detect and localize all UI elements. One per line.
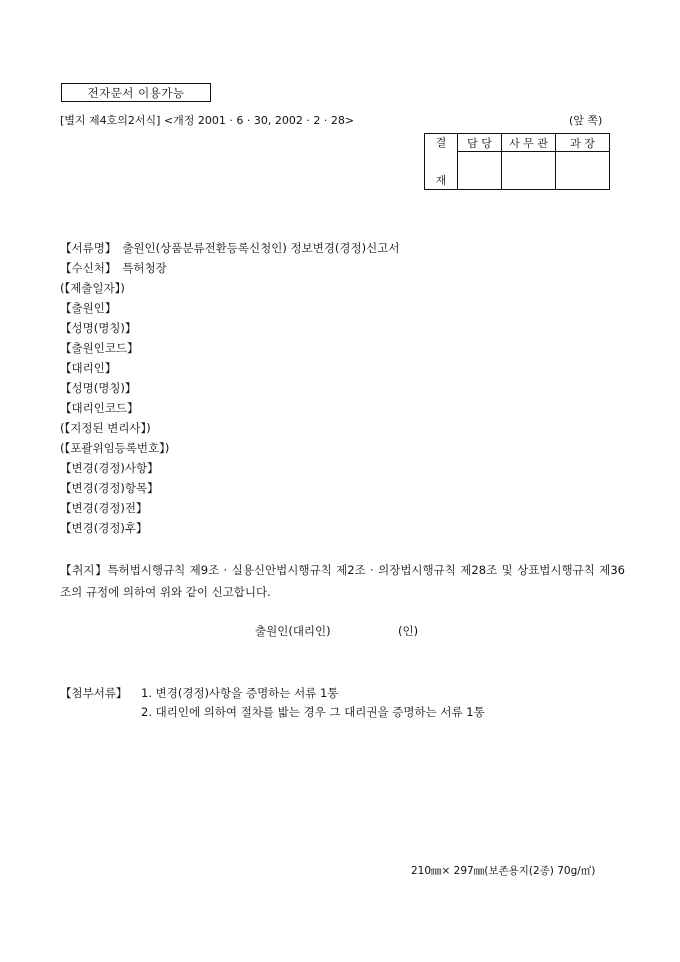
e-document-available-box (61, 83, 211, 102)
approval-side-top: 결 (435, 136, 447, 149)
document-name-value: 출원인(상품분류전환등록신청인) 정보변경(경정)신고서 (122, 241, 400, 255)
approval-side-bottom: 재 (435, 174, 447, 187)
approval-sign-chief[interactable] (556, 152, 610, 190)
change-item-field: 【변경(경정)사항】 (60, 461, 159, 475)
agent-name-field: 【성명(명칭)】 (60, 381, 137, 395)
approval-header-officer: 사 무 관 (502, 134, 556, 152)
applicant-field: 【출원인】 (60, 301, 117, 315)
applicant-agent-signature-label: 출원인(대리인) (255, 624, 331, 638)
applicant-code-field: 【출원인코드】 (60, 341, 139, 355)
change-after-field: 【변경(경정)후】 (60, 521, 148, 535)
approval-table (424, 133, 610, 190)
paper-spec-footer: 210㎜× 297㎜(보존용지(2종) 70g/㎡) (411, 865, 596, 877)
approval-sign-officer[interactable] (502, 152, 556, 190)
purpose-paragraph: 【취지】특허법시행규칙 제9조 · 실용신안법시행규칙 제2조 · 의장법시행규칙 제28조 및 상표법시행규칙 제36조의 규정에 의하여 위와 같이 신고합니다. (60, 563, 625, 599)
change-field-field: 【변경(경정)항목】 (60, 481, 159, 495)
change-before-field: 【변경(경정)전】 (60, 501, 148, 515)
approval-side-cell (425, 134, 458, 190)
seal-mark: (인) (398, 624, 419, 638)
recipient-row (60, 260, 167, 276)
approval-header-chief: 과 장 (556, 134, 610, 152)
agent-field: 【대리인】 (60, 361, 117, 375)
form-number-line: [별지 제4호의2서식] <개정 2001 · 6 · 30, 2002 · 2 · 28> (60, 114, 355, 127)
recipient-label: 【수신처】 (60, 261, 117, 275)
attachment-item-2: 2. 대리인에 의하여 절차를 밟는 경우 그 대리권을 증명하는 서류 1통 (141, 705, 485, 719)
attachment-item-1: 1. 변경(경정)사항을 증명하는 서류 1통 (141, 686, 339, 700)
recipient-value: 특허청장 (122, 261, 167, 275)
attachments-label: 【첨부서류】 (60, 686, 128, 700)
approval-header-staff: 담 당 (458, 134, 502, 152)
e-document-available-label: 전자문서 이용가능 (87, 85, 185, 100)
agent-code-field: 【대리인코드】 (60, 401, 139, 415)
page-side-indicator: (앞 쪽) (569, 114, 603, 127)
document-name-row (60, 240, 399, 256)
approval-sign-staff[interactable] (458, 152, 502, 190)
applicant-name-field: 【성명(명칭)】 (60, 321, 137, 335)
submission-date-field: (【제출일자】) (60, 281, 125, 295)
delegation-number-field: (【포괄위임등록번호】) (60, 441, 170, 455)
document-name-label: 【서류명】 (60, 241, 117, 255)
designated-attorney-field: (【지정된 변리사】) (60, 421, 151, 435)
